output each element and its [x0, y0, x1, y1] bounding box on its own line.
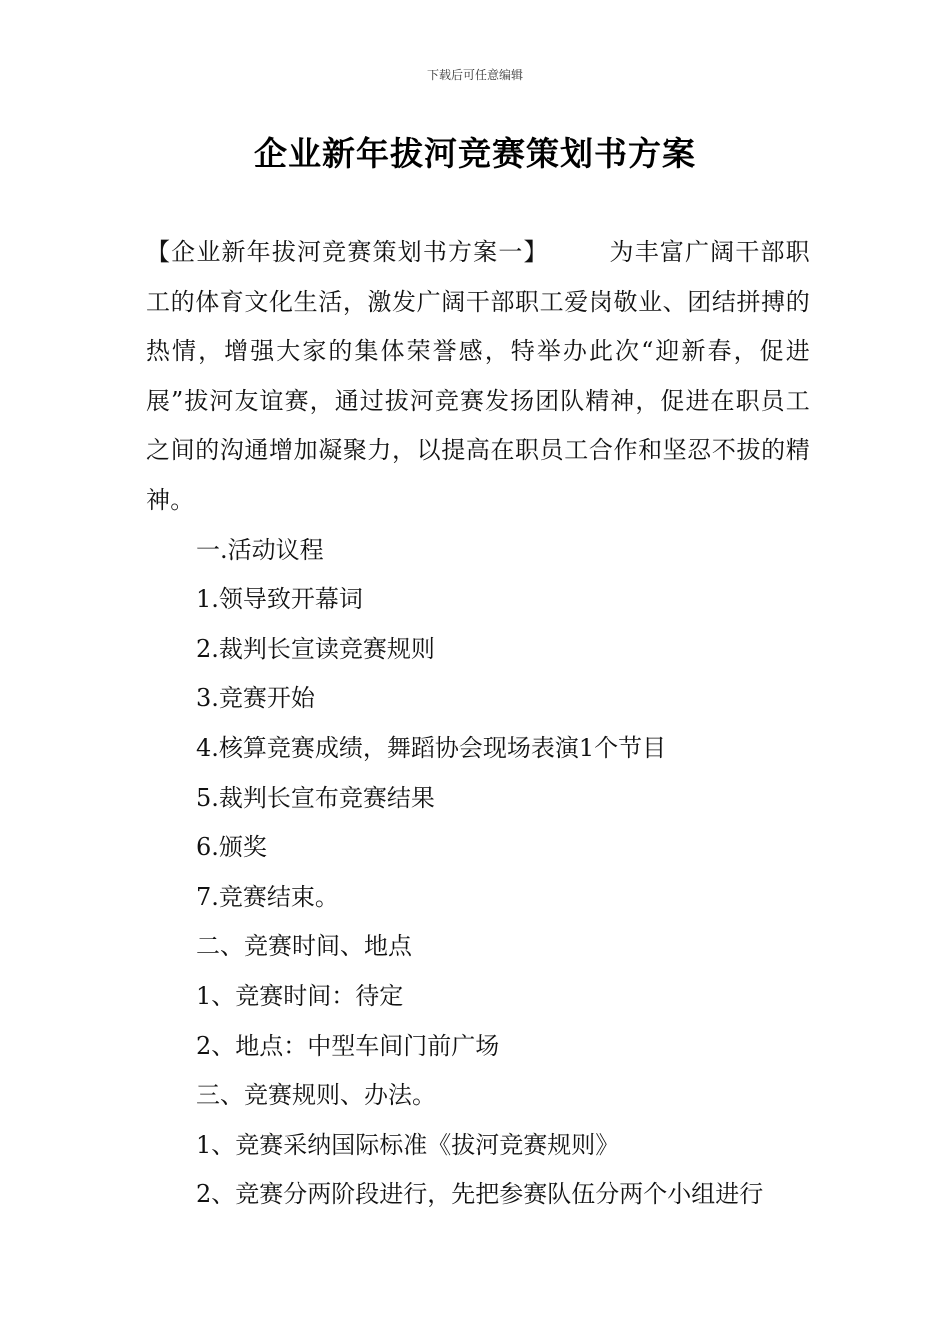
list-item: 2、地点：中型车间门前广场	[196, 1031, 500, 1060]
time-location-heading: 二、竞赛时间、地点	[196, 932, 412, 961]
list-item: 5.裁判长宣布竞赛结果	[196, 783, 435, 812]
list-item: 2.裁判长宣读竞赛规则	[196, 634, 435, 663]
list-item: 7.竞赛结束。	[196, 882, 339, 911]
list-item: 1.领导致开幕词	[196, 585, 363, 614]
list-item: 1、竞赛采纳国际标准《拔河竞赛规则》	[196, 1130, 620, 1159]
section-heading: 【企业新年拔河竞赛策划书方案一】	[146, 238, 549, 266]
list-item: 3.竞赛开始	[196, 684, 315, 713]
document-title: 企业新年拔河竞赛策划书方案	[254, 134, 696, 173]
list-item: 6.颁奖	[196, 833, 267, 862]
intro-paragraph	[146, 228, 810, 526]
agenda-heading: 一.活动议程	[196, 535, 324, 564]
list-item: 4.核算竞赛成绩，舞蹈协会现场表演1个节目	[196, 733, 667, 762]
intro-text: 为丰富广阔干部职工的体育文化生活，激发广阔干部职工爱岗敬业、团结拼搏的热情，增强大家的集体荣誉感，特举办此次“迎新春，促进展”拔河友谊赛，通过拔河竞赛发扬团队精神，促进在职员工之间的沟通增加凝聚力，以提高在职员工合作和坚忍不拔的精神。	[146, 238, 810, 514]
list-item: 1、竞赛时间：待定	[196, 981, 404, 1010]
list-item: 2、竞赛分两阶段进行，先把参赛队伍分两个小组进行	[196, 1180, 764, 1209]
document-body	[146, 228, 810, 1220]
page-header-note: 下载后可任意编辑	[426, 68, 523, 82]
rules-heading: 三、竞赛规则、办法。	[196, 1081, 436, 1110]
